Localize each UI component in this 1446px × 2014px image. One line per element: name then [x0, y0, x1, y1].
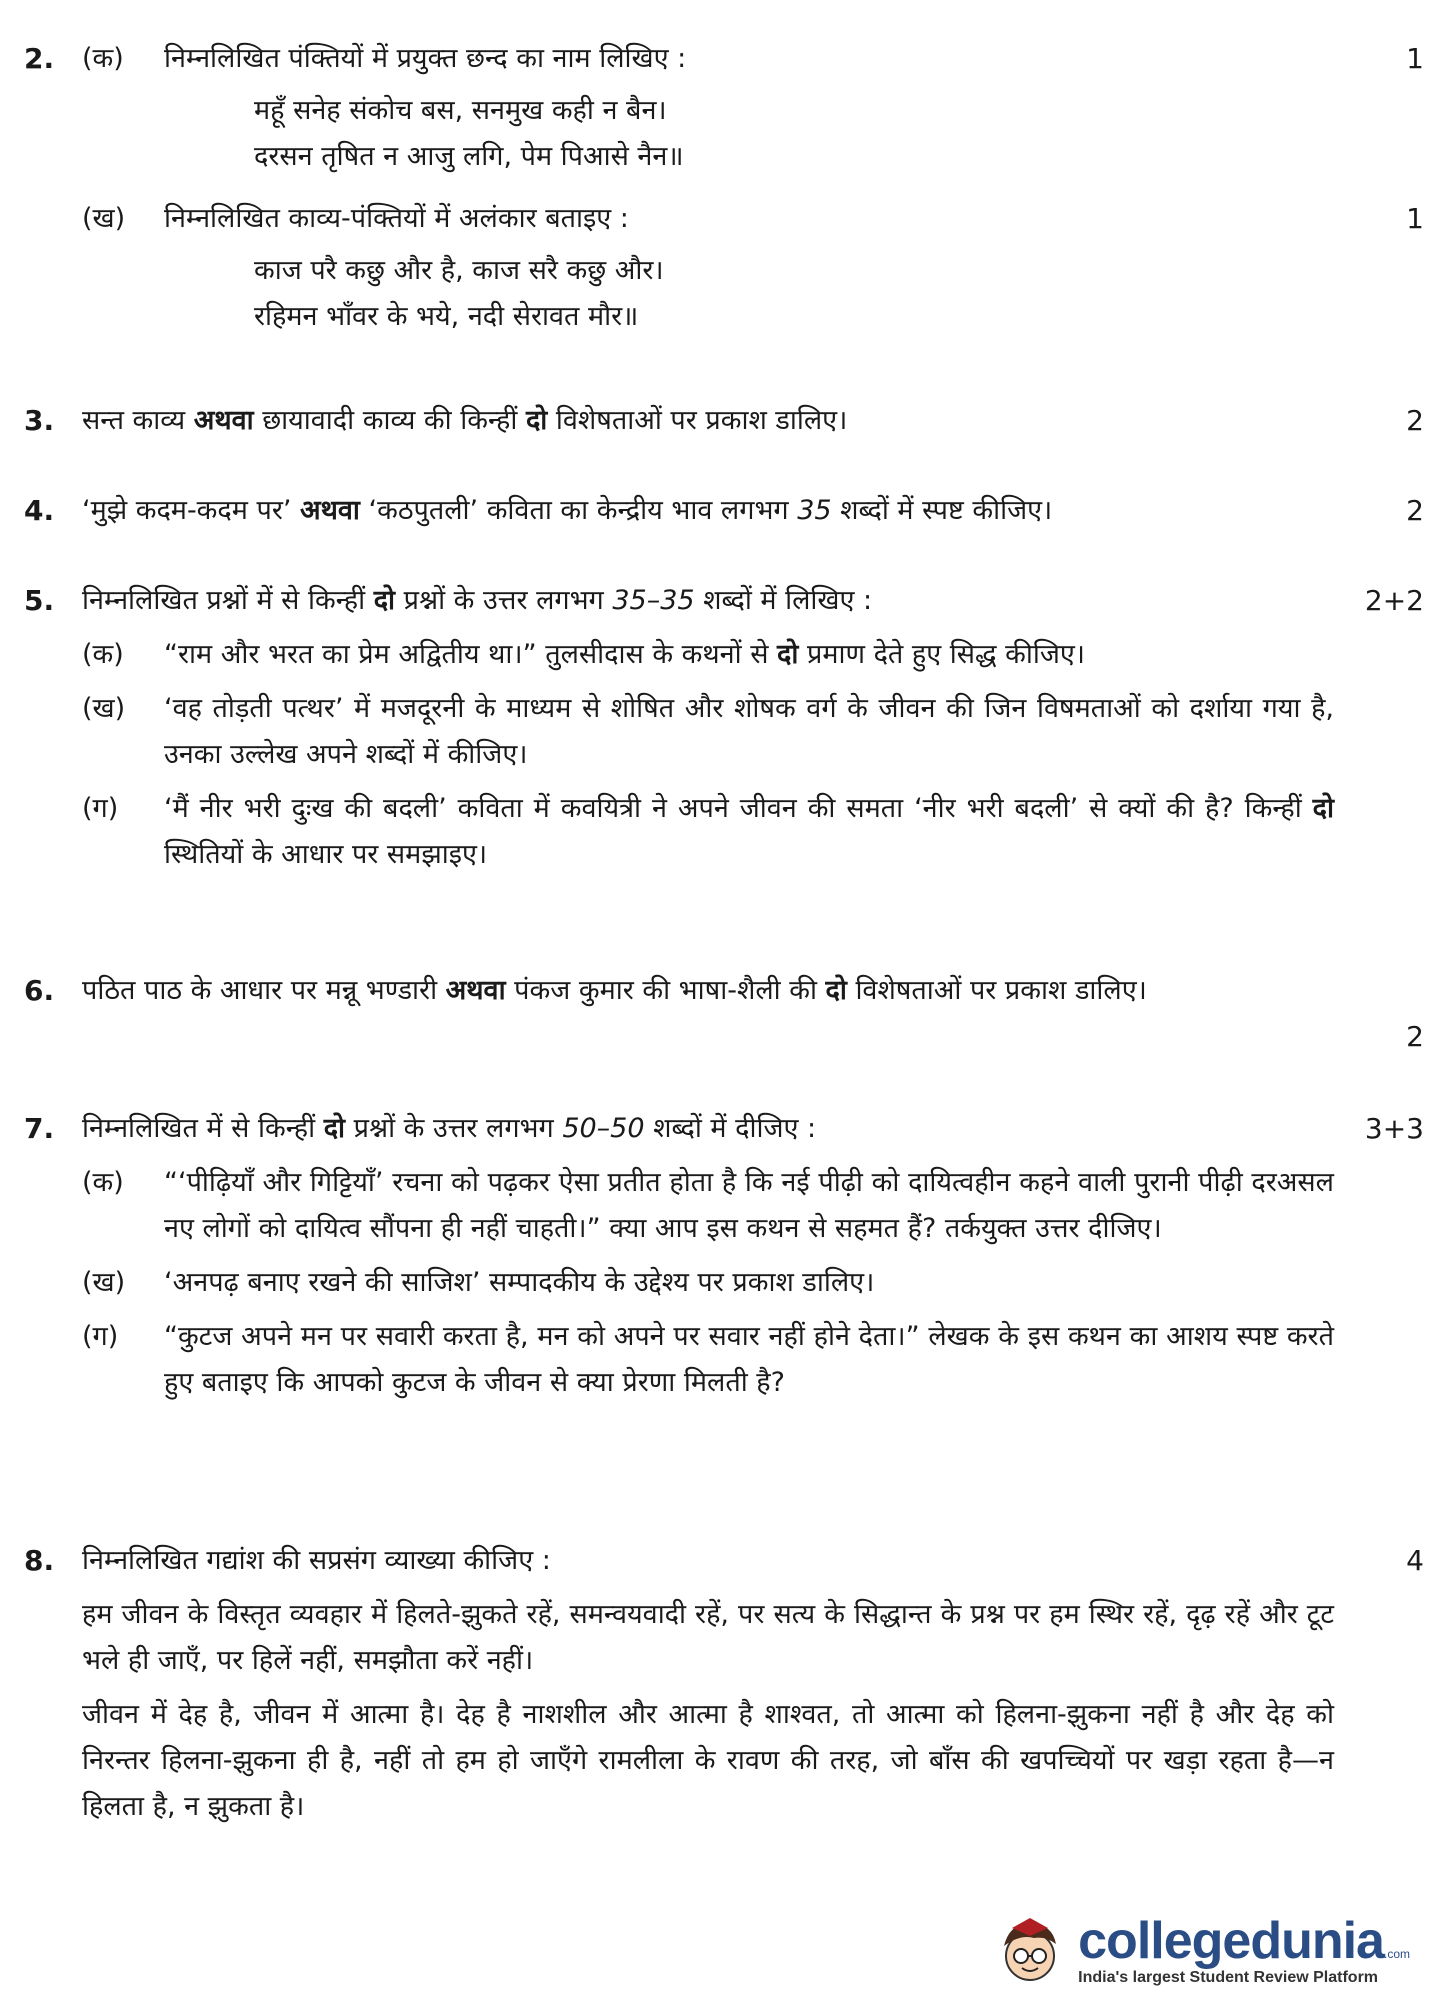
verse-line: दरसन तृषित न आजु लगि, पेम पिआसे नैन॥	[254, 141, 684, 172]
verse-line: रहिमन भाँवर के भये, नदी सेरावत मौर॥	[254, 301, 639, 332]
question-text: ‘मुझे कदम-कदम पर’ अथवा ‘कठपुतली’ कविता का केन्द्रीय भाव लगभग 35 शब्दों में स्पष्ट कीजिए।	[82, 495, 1053, 526]
marks: 1	[1406, 202, 1424, 235]
sub-label: (ख)	[82, 203, 126, 234]
sub-question-text: “कुटज अपने मन पर सवारी करता है, मन को अपने पर सवार नहीं होने देता।” लेखक के इस कथन का आशय स्पष्ट करते हुए बताइए कि आपको कुटज के जीवन से क्या प्रेरणा मिलती है?	[164, 1321, 1334, 1398]
marks: 2	[1406, 1020, 1424, 1053]
question-text: निम्नलिखित प्रश्नों में से किन्हीं दो प्रश्नों के उत्तर लगभग 35–35 शब्दों में लिखिए :	[82, 585, 873, 616]
sub-question-text: ‘वह तोड़ती पत्थर’ में मजदूरनी के माध्यम से शोषित और शोषक वर्ग के जीवन की जिन विषमताओं को दर्शाया गया है, उनका उल्लेख अपने शब्दों में कीजिए।	[164, 693, 1334, 770]
question-text: सन्त काव्य अथवा छायावादी काव्य की किन्हीं दो विशेषताओं पर प्रकाश डालिए।	[82, 405, 848, 436]
question-text: निम्नलिखित पंक्तियों में प्रयुक्त छन्द का नाम लिखिए :	[164, 43, 687, 74]
passage-paragraph: जीवन में देह है, जीवन में आत्मा है। देह है नाशशील और आत्मा है शाश्वत, तो आत्मा को हिलना-झुकना नहीं है और देह को निरन्तर हिलना-झुकना ही है, नहीं तो हम हो जाएँगे रामलीला के रावण की तरह, जो बाँस की खपच्चियों पर खड़ा रहता है—न हिलता है, न झुकता है।	[82, 1699, 1334, 1822]
sub-label: (ख)	[82, 693, 126, 724]
marks: 4	[1406, 1544, 1424, 1577]
question-3	[24, 398, 1424, 444]
passage-paragraph: हम जीवन के विस्तृत व्यवहार में हिलते-झुकते रहें, समन्वयवादी रहें, पर सत्य के सिद्धान्त के प्रश्न पर हम स्थिर रहें, दृढ़ रहें और टूट भले ही जाएँ, पर हिलें नहीं, समझौता करें नहीं।	[82, 1599, 1334, 1676]
question-text: निम्नलिखित काव्य-पंक्तियों में अलंकार बताइए :	[164, 203, 629, 234]
brand-tagline: India's largest Student Review Platform	[1078, 1969, 1379, 1986]
question-number: 4.	[24, 494, 55, 527]
question-number: 3.	[24, 404, 55, 437]
marks: 3+3	[1364, 1112, 1424, 1145]
question-number: 8.	[24, 1544, 55, 1577]
question-4	[24, 488, 1424, 534]
question-number: 5.	[24, 584, 55, 617]
sub-label: (क)	[82, 1167, 124, 1198]
marks: 1	[1406, 42, 1424, 75]
sub-label: (ग)	[82, 793, 119, 824]
question-text: निम्नलिखित में से किन्हीं दो प्रश्नों के उत्तर लगभग 50–50 शब्दों में दीजिए :	[82, 1113, 817, 1144]
marks: 2+2	[1364, 584, 1424, 617]
sub-question-text: ‘मैं नीर भरी दुःख की बदली’ कविता में कवयित्री ने अपने जीवन की समता ‘नीर भरी बदली’ से क्यों की है? किन्हीं दो स्थितियों के आधार पर समझाइए।	[164, 793, 1334, 870]
question-5	[24, 578, 1424, 878]
sub-question-text: ‘अनपढ़ बनाए रखने की साजिश’ सम्पादकीय के उद्देश्य पर प्रकाश डालिए।	[164, 1267, 875, 1298]
question-number: 7.	[24, 1112, 55, 1145]
mascot-icon	[990, 1910, 1070, 1990]
question-7	[24, 1106, 1424, 1406]
sub-label: (ग)	[82, 1321, 119, 1352]
collegedunia-watermark	[990, 1910, 1410, 1990]
brand-suffix: .com	[1383, 1947, 1410, 1961]
brand-name: collegedunia	[1078, 1912, 1384, 1970]
sub-question-text: “‘पीढ़ियाँ और गिट्टियाँ’ रचना को पढ़कर ऐसा प्रतीत होता है कि नई पीढ़ी को दायित्वहीन कहने वाली पुरानी पीढ़ी दरअसल नए लोगों को दायित्व सौंपना ही नहीं चाहती।” क्या आप इस कथन से सहमत हैं? तर्कयुक्त उत्तर दीजिए।	[164, 1167, 1334, 1244]
question-number: 6.	[24, 974, 55, 1007]
verse-line: महूँ सनेह संकोच बस, सनमुख कही न बैन।	[254, 95, 667, 126]
question-text: पठित पाठ के आधार पर मन्नू भण्डारी अथवा पंकज कुमार की भाषा-शैली की दो विशेषताओं पर प्रकाश डालिए।	[82, 975, 1147, 1006]
sub-label: (ख)	[82, 1267, 126, 1298]
question-6	[24, 968, 1424, 1053]
sub-question-text: “राम और भरत का प्रेम अद्वितीय था।” तुलसीदास के कथनों से दो प्रमाण देते हुए सिद्ध कीजिए।	[164, 639, 1086, 670]
sub-label: (क)	[82, 43, 124, 74]
marks: 2	[1406, 494, 1424, 527]
question-8	[24, 1538, 1424, 1830]
question-text: निम्नलिखित गद्यांश की सप्रसंग व्याख्या कीजिए :	[82, 1545, 551, 1576]
question-number: 2.	[24, 42, 55, 75]
sub-label: (क)	[82, 639, 124, 670]
marks: 2	[1406, 404, 1424, 437]
question-2	[24, 36, 1424, 340]
verse-line: काज परै कछु और है, काज सरै कछु और।	[254, 255, 664, 286]
